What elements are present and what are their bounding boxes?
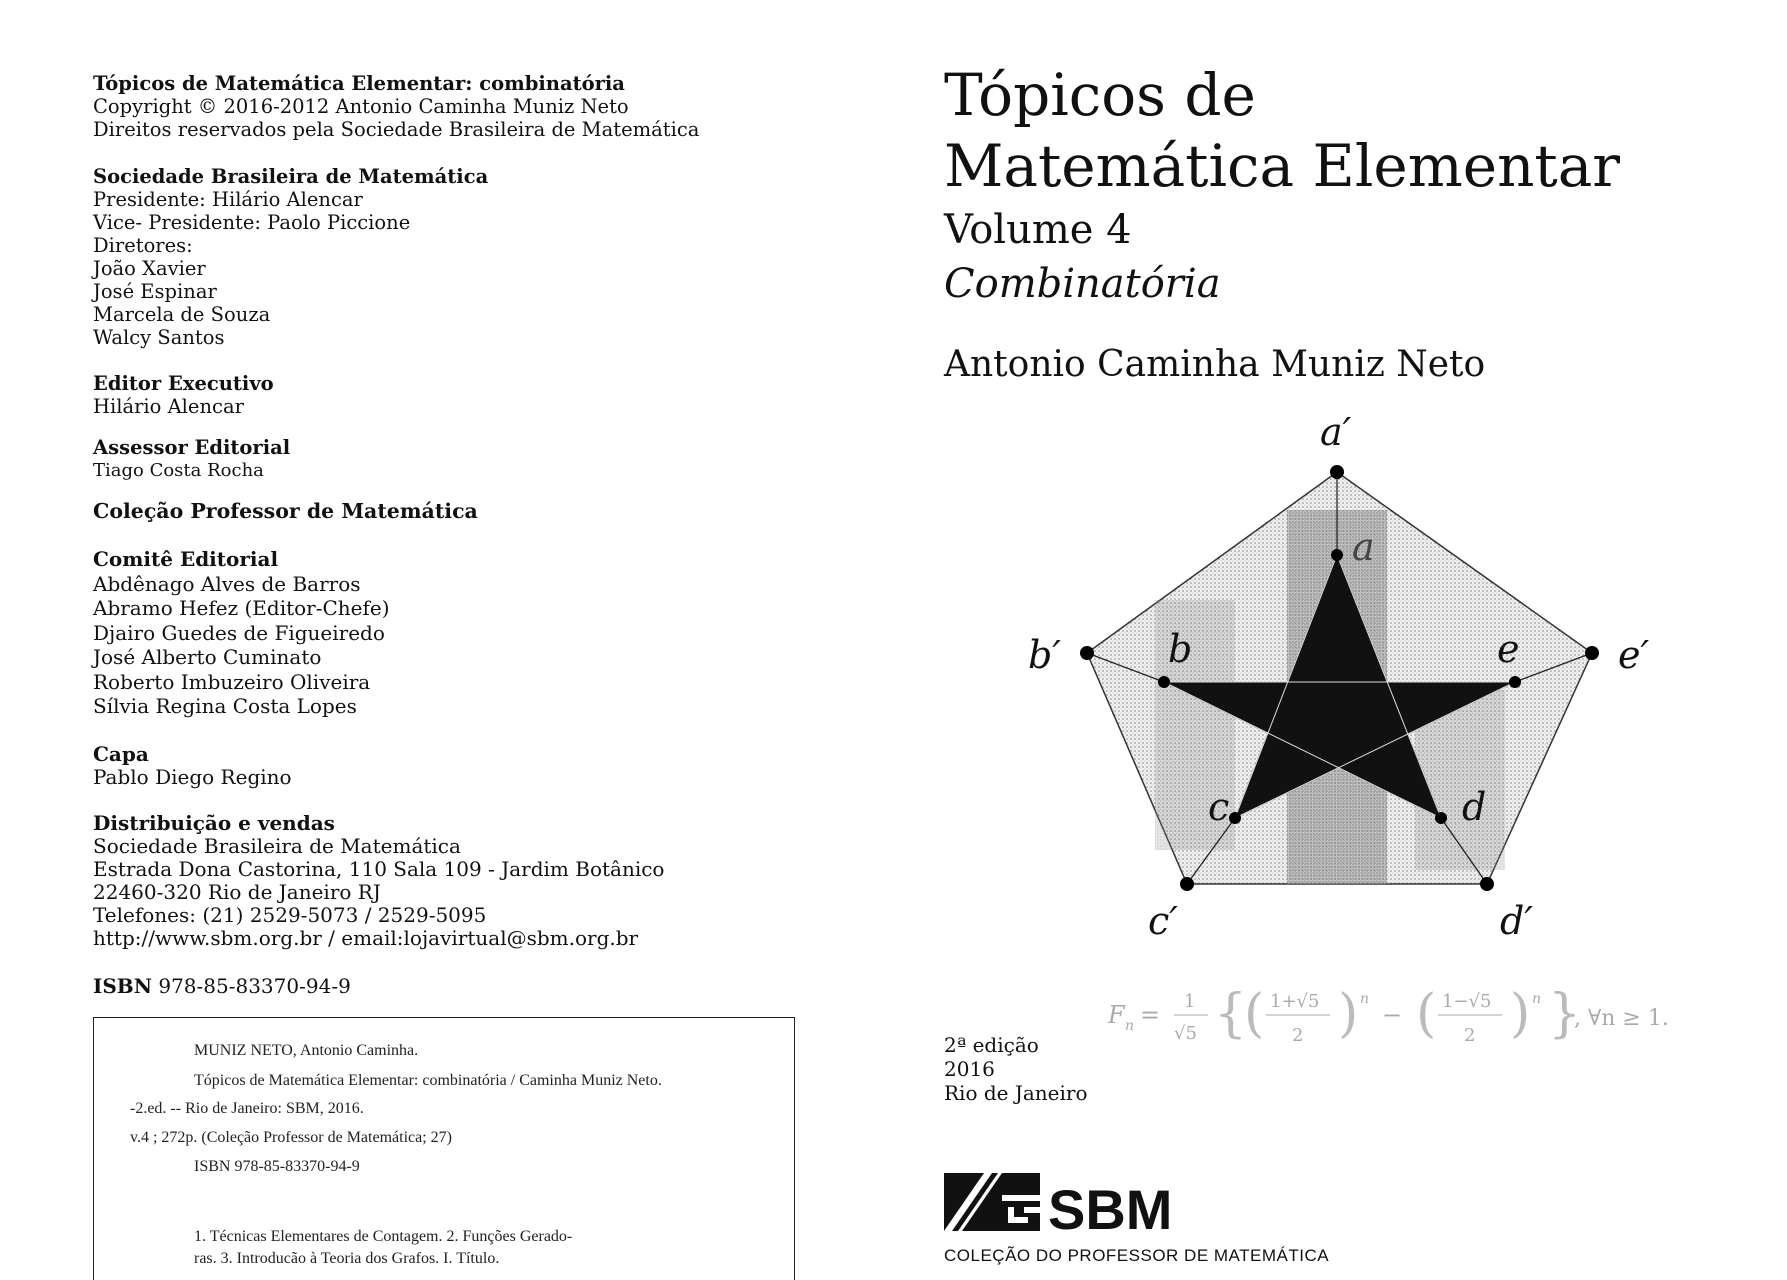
society-heading: Sociedade Brasileira de Matemática <box>93 165 489 188</box>
svg-text:(: ( <box>1416 985 1437 1044</box>
svg-text:): ) <box>1338 985 1359 1044</box>
isbn-block <box>93 975 351 998</box>
catalog-line: 1. Técnicas Elementares de Contagem. 2. Funções Gerado- <box>194 1228 573 1245</box>
vertex-d <box>1435 812 1447 824</box>
book-title-line: Tópicos de Matemática Elementar: combinatória <box>93 72 625 95</box>
formula-frac-num: 1 <box>1184 991 1196 1012</box>
formula-eq: = <box>1140 1001 1161 1029</box>
rights-line: Direitos reservados pela Sociedade Brasileira de Matemática <box>93 118 700 141</box>
catalog-line: MUNIZ NETO, Antonio Caminha. <box>194 1042 419 1059</box>
vertex-b <box>1158 676 1170 688</box>
committee-member: Roberto Imbuzeiro Oliveira <box>93 669 371 694</box>
editorial-advisor-block <box>93 436 290 482</box>
catalog-line: -2.ed. -- Rio de Janeiro: SBM, 2016. <box>130 1100 364 1117</box>
directors-label: Diretores: <box>93 234 193 257</box>
label-c: c <box>1208 785 1230 829</box>
svg-text:): ) <box>1510 985 1531 1044</box>
vertex-e <box>1509 676 1521 688</box>
committee-member: Sílvia Regina Costa Lopes <box>93 694 357 718</box>
committee-member: Abdênago Alves de Barros <box>93 571 361 596</box>
vertex-a-prime <box>1330 465 1344 479</box>
formula-frac-den: √5 <box>1174 1023 1197 1044</box>
label-c-prime: c′ <box>1148 899 1178 943</box>
editorial-advisor-name: Tiago Costa Rocha <box>93 460 264 481</box>
catalog-line: ISBN 978-85-83370-94-9 <box>194 1158 360 1175</box>
vertex-c <box>1229 812 1241 824</box>
isbn-label: ISBN <box>93 974 152 998</box>
executive-editor-heading: Editor Executivo <box>93 372 274 395</box>
label-e: e <box>1497 627 1520 671</box>
formula-minus: − <box>1382 1001 1403 1029</box>
formula-lhs: F <box>1108 1001 1125 1029</box>
distribution-line: http://www.sbm.org.br / email:lojavirtual@sbm.org.br <box>93 926 639 950</box>
executive-editor-name: Hilário Alencar <box>93 395 244 418</box>
cover-heading: Capa <box>93 742 149 766</box>
director-name: João Xavier <box>93 257 206 280</box>
sbm-logo-mark <box>944 1173 1040 1231</box>
vertex-e-prime <box>1585 646 1599 660</box>
title-line-1: Tópicos de <box>944 61 1256 129</box>
distribution-line: 22460-320 Rio de Janeiro RJ <box>93 880 381 904</box>
distribution-line: Estrada Dona Castorina, 110 Sala 109 - Jardim Botânico <box>93 857 665 881</box>
svg-text:{: { <box>1214 985 1248 1044</box>
volume-label: Volume 4 <box>944 207 1132 253</box>
copyright-block <box>93 72 699 141</box>
catalog-card <box>93 1017 795 1280</box>
vertex-b-prime <box>1080 646 1094 660</box>
label-b: b <box>1168 627 1193 671</box>
author-name: Antonio Caminha Muniz Neto <box>944 344 1486 385</box>
svg-text:(: ( <box>1244 985 1265 1044</box>
title-line-2: Matemática Elementar <box>944 132 1621 200</box>
committee-block <box>93 547 390 719</box>
vice-president-line: Vice- Presidente: Paolo Piccione <box>93 211 411 234</box>
pentagon-star-figure <box>1010 410 1770 950</box>
label-d: d <box>1462 785 1487 829</box>
fibonacci-formula <box>1098 985 1728 1065</box>
president-line: Presidente: Hilário Alencar <box>93 188 363 211</box>
collection-heading: Coleção Professor de Matemática <box>93 499 478 523</box>
committee-member: Abramo Hefez (Editor-Chefe) <box>93 596 390 620</box>
formula-term2-den: 2 <box>1464 1025 1476 1046</box>
edition-label: 2ª edição <box>944 1033 1039 1057</box>
catalog-line: v.4 ; 272p. (Coleção Professor de Matemática; 27) <box>130 1129 452 1146</box>
distribution-line: Telefones: (21) 2529-5073 / 2529-5095 <box>93 903 487 927</box>
sbm-logo <box>944 1167 1304 1237</box>
catalog-line: ras. 3. Introducão à Teoria dos Grafos. I. Título. <box>194 1250 500 1267</box>
collection-heading-block <box>93 500 478 523</box>
svg-text:}: } <box>1548 985 1582 1044</box>
collection-footer: COLEÇÃO DO PROFESSOR DE MATEMÁTICA <box>944 1246 1330 1265</box>
executive-editor-block <box>93 372 274 418</box>
cover-block <box>93 743 292 789</box>
director-name: Walcy Santos <box>93 326 225 349</box>
label-d-prime: d′ <box>1500 899 1533 943</box>
vertex-c-prime <box>1180 877 1194 891</box>
formula-exponent-1: n <box>1360 991 1370 1007</box>
isbn-value: 978-85-83370-94-9 <box>158 974 351 998</box>
vertex-a <box>1331 549 1343 561</box>
edition-block <box>944 1033 1088 1105</box>
committee-heading: Comitê Editorial <box>93 547 279 571</box>
director-name: Marcela de Souza <box>93 303 271 326</box>
director-name: José Espinar <box>93 280 217 303</box>
society-block <box>93 165 488 349</box>
edition-city: Rio de Janeiro <box>944 1081 1088 1105</box>
label-a-prime: a′ <box>1320 410 1352 454</box>
subtitle: Combinatória <box>944 261 1221 307</box>
edition-year: 2016 <box>944 1057 995 1081</box>
formula-exponent-2: n <box>1532 991 1542 1007</box>
committee-member: José Alberto Cuminato <box>93 645 322 669</box>
distribution-line: Sociedade Brasileira de Matemática <box>93 834 461 858</box>
label-e-prime: e′ <box>1618 633 1650 677</box>
formula-term1-num: 1+√5 <box>1270 991 1320 1012</box>
catalog-line: Tópicos de Matemática Elementar: combinatória / Caminha Muniz Neto. <box>194 1072 662 1089</box>
cover-designer: Pablo Diego Regino <box>93 765 292 789</box>
formula-term2-num: 1−√5 <box>1442 991 1492 1012</box>
vertex-d-prime <box>1480 877 1494 891</box>
label-b-prime: b′ <box>1028 633 1061 677</box>
formula-lhs-sub: n <box>1125 1018 1135 1034</box>
distribution-block <box>93 812 664 950</box>
formula-tail: , ∀n ≥ 1. <box>1574 1006 1669 1031</box>
label-a: a <box>1352 525 1375 569</box>
copyright-line: Copyright © 2016-2012 Antonio Caminha Muniz Neto <box>93 95 629 118</box>
formula-term1-den: 2 <box>1292 1025 1304 1046</box>
sbm-logo-text: SBM <box>1048 1178 1173 1237</box>
committee-member: Djairo Guedes de Figueiredo <box>93 620 385 645</box>
distribution-heading: Distribuição e vendas <box>93 811 335 835</box>
editorial-advisor-heading: Assessor Editorial <box>93 436 291 459</box>
